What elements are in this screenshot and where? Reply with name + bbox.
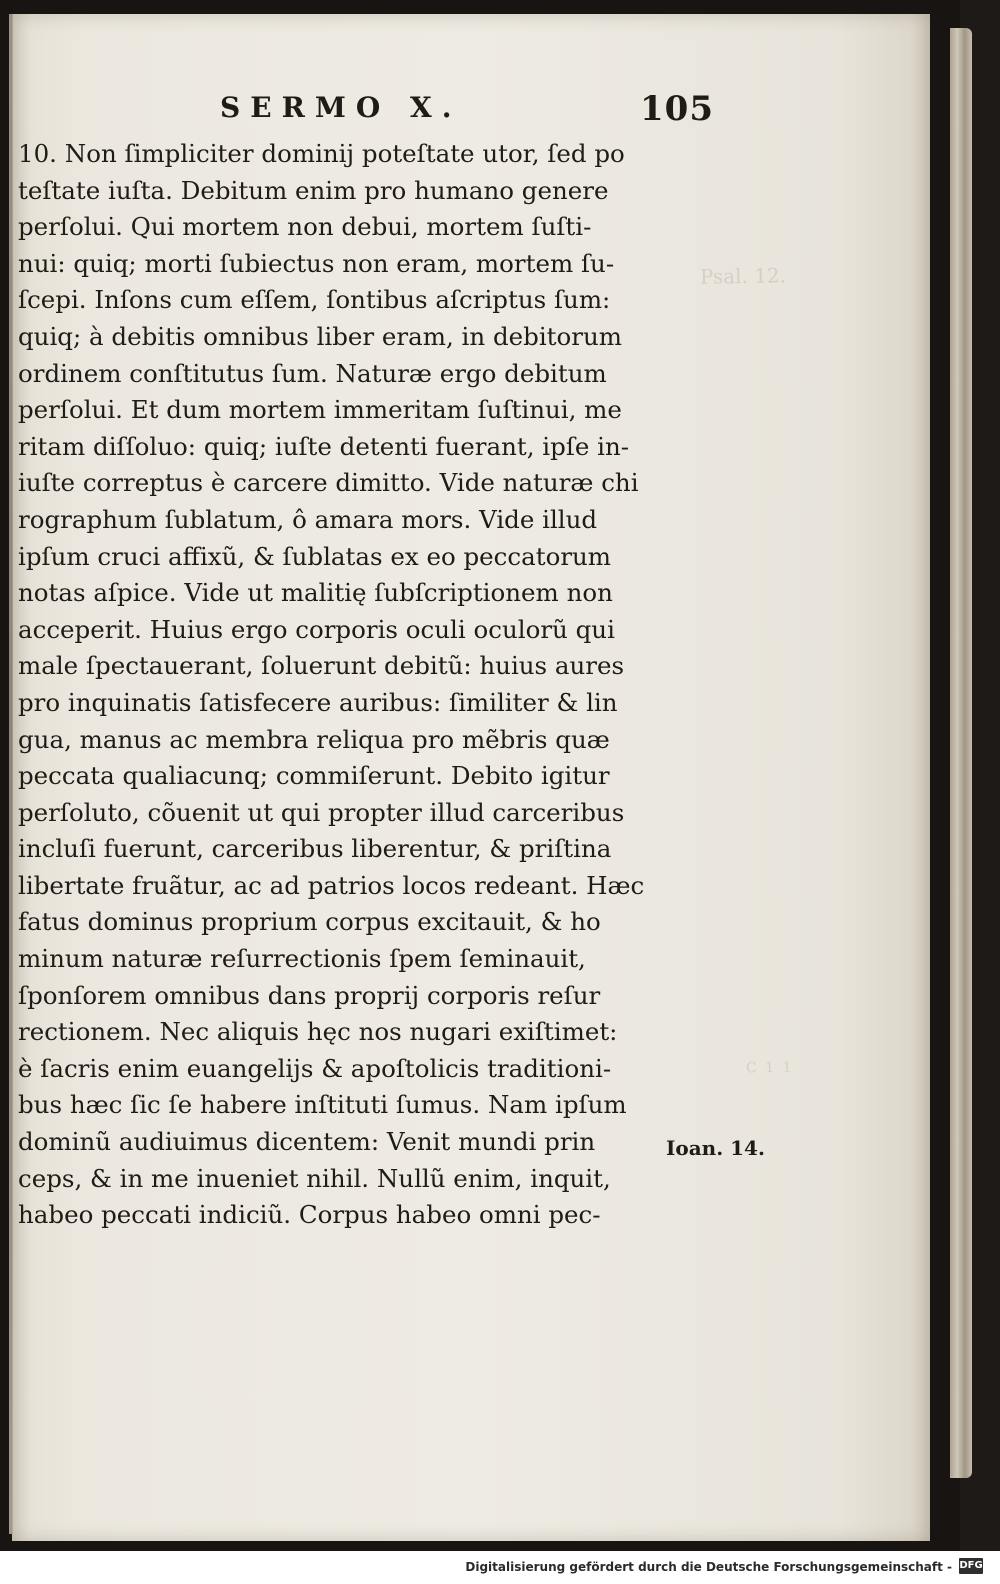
text-line: ordinem conſtitutus ſum. Naturæ ergo debitum bbox=[18, 358, 607, 388]
text-line: dominũ audiuimus dicentem: Venit mundi prin bbox=[18, 1127, 596, 1157]
text-line: gua, manus ac membra reliqua pro mẽbris quæ bbox=[18, 724, 610, 754]
text-line: habeo peccati indiciũ. Corpus habeo omni pec- bbox=[18, 1200, 601, 1230]
funding-notice: Digitalisierung gefördert durch die Deutsche Forschungsgemeinschaft - bbox=[465, 1560, 952, 1574]
text-line: rographum ſublatum, ô amara mors. Vide illud bbox=[18, 504, 598, 534]
text-line: notas aſpice. Vide ut malitię ſubſcriptionem non bbox=[18, 578, 613, 608]
text-line: iuſte correptus è carcere dimitto. Vide naturæ chi bbox=[18, 468, 639, 498]
text-line: minum naturæ reſurrectionis ſpem ſeminauit, bbox=[18, 944, 586, 974]
text-line: pro inquinatis ſatisfecere auribus: ſimiliter & lin bbox=[18, 687, 618, 717]
page-number: 105 bbox=[640, 89, 714, 129]
text-line: acceperit. Huius ergo corporis oculi oculorũ qui bbox=[18, 614, 615, 644]
text-line: teſtate iuſta. Debitum enim pro humano genere bbox=[18, 175, 609, 205]
page-spine-edge bbox=[9, 14, 13, 1534]
text-line: perſolui. Qui mortem non debui, mortem ſuſti- bbox=[18, 212, 592, 242]
text-line: perſoluto, cõuenit ut qui propter illud carceribus bbox=[18, 797, 625, 827]
text-line: 10. Non ſimpliciter dominij poteſtate utor, ſed po bbox=[18, 139, 625, 168]
digitization-footer bbox=[0, 1551, 1000, 1584]
text-line: male ſpectauerant, ſoluerunt debitũ: huius aures bbox=[18, 651, 625, 681]
text-line: ceps, & in me inueniet nihil. Nullũ enim, inquit, bbox=[18, 1163, 611, 1193]
marginal-reference: Ioan. 14. bbox=[666, 1136, 765, 1160]
text-line: ritam diſſoluo: quiq; iuſte detenti fuerant, ipſe in- bbox=[18, 431, 630, 461]
text-line: bus hæc ſic ſe habere inſtituti ſumus. Nam ipſum bbox=[18, 1090, 627, 1120]
text-line: peccata qualiacunq; commiſerunt. Debito igitur bbox=[18, 761, 610, 791]
text-line: incluſi fuerunt, carceribus liberentur, & priſtina bbox=[18, 834, 612, 864]
text-line: perſolui. Et dum mortem immeritam ſuſtinui, me bbox=[18, 395, 622, 425]
page-stack-edge bbox=[950, 28, 972, 1478]
text-line: fatus dominus proprium corpus excitauit, & ho bbox=[18, 907, 601, 937]
text-line: rectionem. Nec aliquis hęc nos nugari exiſtimet: bbox=[18, 1017, 618, 1047]
main-text-block bbox=[18, 136, 664, 1234]
bleed-through-marginal-mark: C 1 1 bbox=[745, 1059, 794, 1077]
text-line: libertate fruãtur, ac ad patrios locos redeant. Hæc bbox=[18, 870, 645, 900]
text-line: nui: quiq; morti ſubiectus non eram, mortem ſu- bbox=[18, 248, 615, 278]
running-title: SERMO X. bbox=[220, 91, 462, 124]
text-line: ſcepi. Inſons cum eſſem, ſontibus aſcriptus ſum: bbox=[18, 285, 611, 315]
bleed-through-marginal-mark: Psal. 12. bbox=[699, 263, 787, 289]
text-line: ſponſorem omnibus dans proprij corporis reſur bbox=[18, 980, 601, 1010]
dfg-logo: DFG bbox=[959, 1558, 983, 1574]
text-line: ipſum cruci affixũ, & ſublatas ex eo peccatorum bbox=[18, 541, 612, 571]
text-line: è ſacris enim euangelijs & apoſtolicis traditioni- bbox=[18, 1053, 612, 1083]
text-line: quiq; à debitis omnibus liber eram, in debitorum bbox=[18, 321, 622, 351]
